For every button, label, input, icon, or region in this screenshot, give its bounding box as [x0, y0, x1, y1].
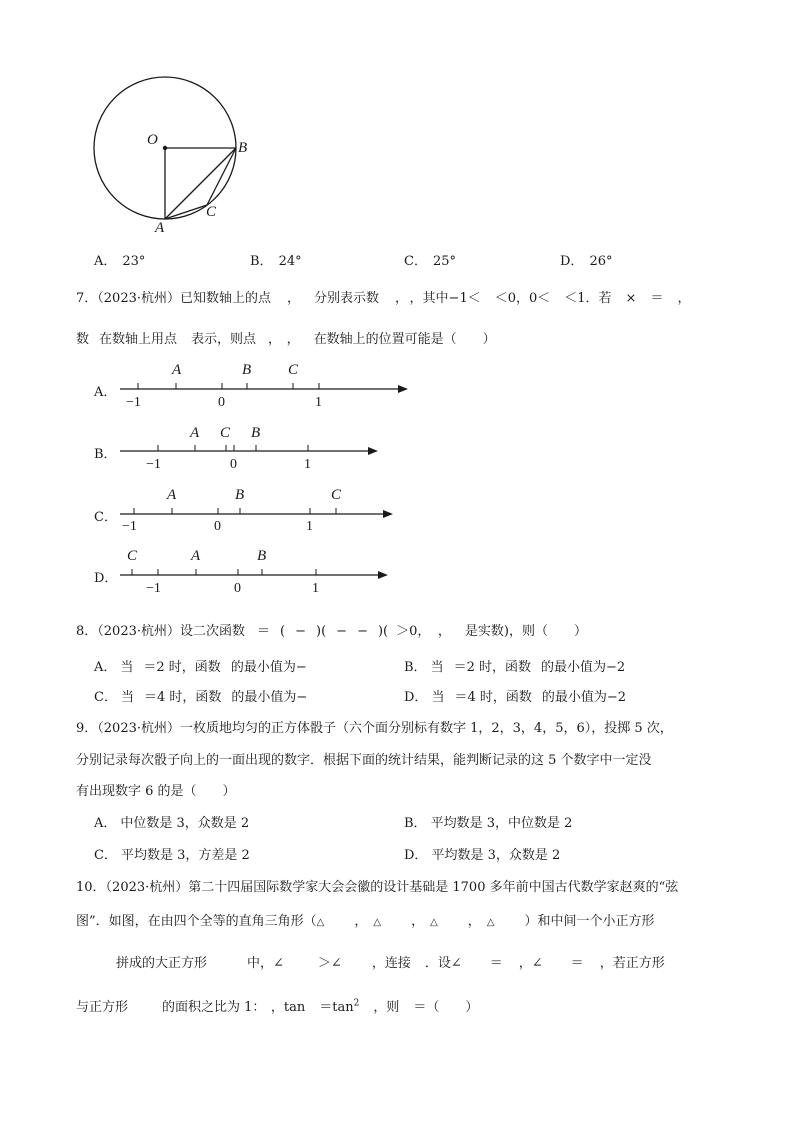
numberline-b — [120, 445, 378, 455]
nl-c-label-a: A — [167, 487, 177, 503]
numberline-a — [120, 383, 408, 393]
nl-b-label-b: B — [251, 425, 261, 441]
nl-d-tick-1: 1 — [312, 581, 319, 596]
nl-c-tick-neg1: −1 — [122, 519, 137, 534]
nl-a-label-c: C — [288, 362, 299, 378]
q6-option-d[interactable]: D． 26° — [560, 254, 613, 269]
q7-option-b-key[interactable]: B． — [94, 447, 117, 462]
label-b: B — [238, 140, 248, 156]
q7-stem-line1: 7．（2023·杭州）已知数轴上的点 ， 分别表示数 ， ，其中−1＜ ＜0，0＜ ＜1．若 × ＝ ， — [76, 291, 691, 306]
nl-c-tick-0: 0 — [214, 519, 221, 534]
nl-b-tick-1: 1 — [304, 457, 311, 472]
numberline-d — [120, 569, 388, 579]
nl-b-label-a: A — [190, 425, 200, 441]
q6-option-a[interactable]: A． 23° — [94, 254, 146, 269]
q9-stem-line1: 9．（2023·杭州）一枚质地均匀的正方体骰子（六个面分别标有数字 1，2，3，4，5，6），投掷 5 次， — [76, 721, 673, 736]
q8-stem: 8．（2023·杭州）设二次函数 ＝ ( − )( − − )( ＞0， ， 是实数)，则（ ） — [76, 624, 587, 639]
q8-option-a[interactable]: A． 当 ＝2 时，函数 的最小值为− — [94, 660, 307, 675]
nl-d-tick-neg1: −1 — [146, 581, 161, 596]
q10-stem-line3: 拼成的大正方形 中，∠ ＞∠ ，连接 ．设∠ ＝ ，∠ ＝ ，若正方形 — [116, 956, 665, 971]
nl-d-label-a: A — [191, 548, 201, 564]
q7-option-c-key[interactable]: C． — [94, 510, 117, 525]
nl-d-tick-0: 0 — [234, 581, 241, 596]
axis-arrow — [378, 571, 388, 579]
q9-option-d[interactable]: D． 平均数是 3，众数是 2 — [404, 848, 561, 863]
q9-option-a[interactable]: A． 中位数是 3，众数是 2 — [94, 816, 250, 831]
nl-d-label-c: C — [127, 548, 138, 564]
q8-option-d[interactable]: D． 当 ＝4 时，函数 的最小值为−2 — [404, 690, 627, 705]
q10-stem-line2: 图”．如图，在由四个全等的直角三角形（△ ， △ ， △ ， △ ）和中间一个小正方形 — [76, 914, 655, 929]
q6-option-b[interactable]: B． 24° — [250, 254, 302, 269]
nl-b-label-c: C — [220, 425, 231, 441]
axis-arrow — [398, 385, 408, 393]
axis-arrow — [383, 510, 393, 518]
nl-a-label-a: A — [172, 362, 182, 378]
nl-a-tick-1: 1 — [315, 395, 322, 410]
q10-stem-line4: 与正方形 的面积之比为 1： ，$\tan =\tan^2$ ，则 ＝（ ） — [76, 998, 479, 1015]
nl-a-tick-neg1: −1 — [126, 395, 141, 410]
axis-arrow — [368, 447, 378, 455]
label-o: O — [147, 132, 158, 148]
nl-c-tick-1: 1 — [306, 519, 313, 534]
nl-c-label-c: C — [331, 487, 342, 503]
q9-stem-line2: 分别记录每次骰子向上的一面出现的数字．根据下面的统计结果，能判断记录的这 5 个数字中一定没 — [76, 753, 652, 768]
label-c: C — [206, 204, 217, 220]
q7-option-a-key[interactable]: A． — [94, 385, 117, 400]
q8-option-b[interactable]: B． 当 ＝2 时，函数 的最小值为−2 — [404, 660, 626, 675]
nl-d-label-b: B — [257, 548, 267, 564]
nl-a-tick-0: 0 — [218, 395, 225, 410]
nl-c-label-b: B — [235, 487, 245, 503]
label-a: A — [155, 220, 165, 236]
q6-option-c[interactable]: C． 25° — [404, 254, 456, 269]
nl-a-label-b: B — [242, 362, 252, 378]
q10-stem-line1: 10．（2023·杭州）第二十四届国际数学家大会会徽的设计基础是 1700 多年前中国古代数学家赵爽的“弦 — [76, 880, 679, 895]
nl-b-tick-0: 0 — [230, 457, 237, 472]
q9-stem-line3: 有出现数字 6 的是（ ） — [76, 784, 236, 799]
q9-option-b[interactable]: B． 平均数是 3，中位数是 2 — [404, 816, 573, 831]
q7-option-d-key[interactable]: D． — [94, 571, 118, 586]
nl-b-tick-neg1: −1 — [146, 457, 161, 472]
q7-stem-line2: 数 在数轴上用点 表示，则点 ， ， 在数轴上的位置可能是（ ） — [76, 332, 496, 347]
q8-option-c[interactable]: C． 当 ＝4 时，函数 的最小值为− — [94, 690, 308, 705]
q9-option-c[interactable]: C． 平均数是 3，方差是 2 — [94, 848, 250, 863]
numberline-c — [120, 508, 393, 518]
